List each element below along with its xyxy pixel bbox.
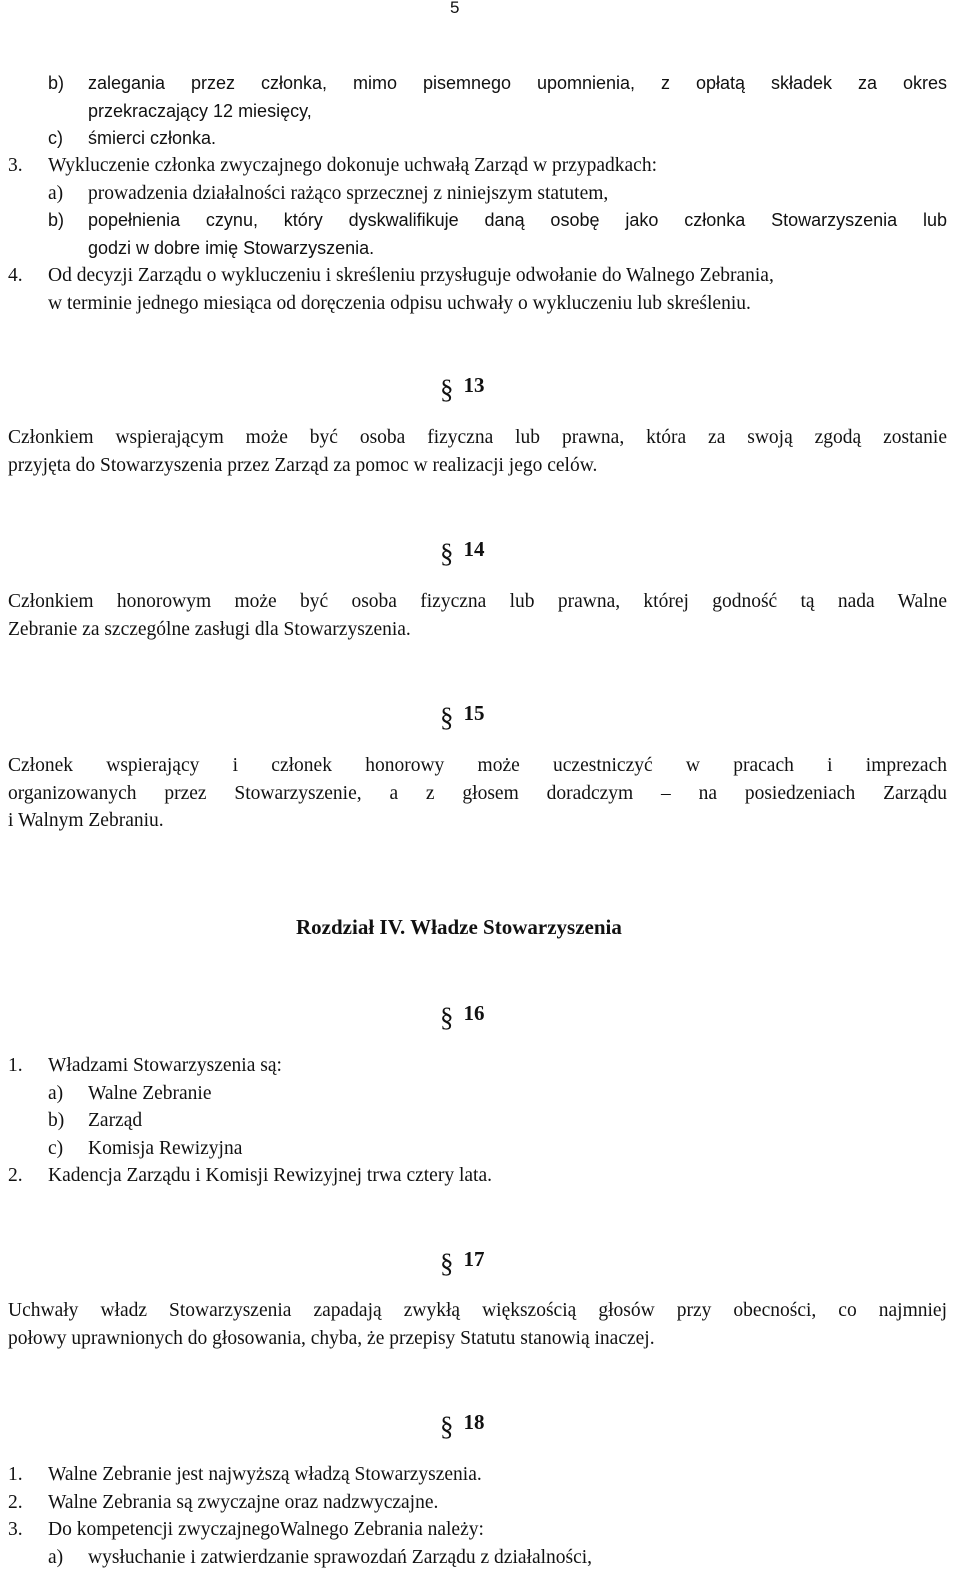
list-marker: 1. [8, 1464, 23, 1485]
list-item-text: Od decyzji Zarządu o wykluczeniu i skreśleniu przysługuje odwołanie do Walnego Zebrania, [48, 265, 774, 286]
section-heading-15 [440, 698, 485, 732]
list-item-text: przekraczający 12 miesięcy, [88, 100, 312, 121]
section-heading-18 [440, 1407, 485, 1441]
list-item-c [48, 125, 947, 153]
list-marker: 4. [8, 265, 23, 286]
list-item-text: godzi w dobre imię Stowarzyszenia. [88, 237, 375, 258]
paragraph-4 [8, 262, 947, 317]
list-item-text: Kadencja Zarządu i Komisji Rewizyjnej trwa cztery lata. [48, 1165, 492, 1186]
section-16-list [8, 1052, 947, 1190]
list-item-text: Komisja Rewizyjna [88, 1137, 243, 1159]
section-symbol: § [440, 1248, 454, 1278]
list-marker: a) [48, 182, 64, 204]
list-marker: 2. [8, 1165, 23, 1186]
section-heading-17 [440, 1244, 485, 1278]
list-item-text: śmierci członka. [88, 128, 217, 148]
section-symbol: § [440, 1002, 454, 1032]
section-17-text: Uchwały władz Stowarzyszenia zapadają zwykłą większością głosów przy obecności, co najmniej połowy uprawnionych do głosowania, chyba, że przepisy Statutu stanowią inaczej. [8, 1300, 947, 1349]
section-heading-13 [440, 370, 485, 404]
list-marker: 1. [8, 1055, 23, 1076]
list-marker: a) [48, 1546, 64, 1568]
section-number: 15 [463, 701, 485, 725]
section-symbol: § [440, 538, 454, 568]
list-marker: a) [48, 1082, 64, 1104]
section-symbol: § [440, 702, 454, 732]
page-number: 5 [450, 0, 460, 17]
list-item-text: Walne Zebranie jest najwyższą władzą Stowarzyszenia. [48, 1464, 482, 1485]
list-item-text: prowadzenia działalności rażąco sprzecznej z niniejszym statutem, [88, 182, 609, 204]
list-marker: c) [48, 128, 63, 148]
paragraph-3 [8, 152, 947, 262]
list-item-text: w terminie jednego miesiąca od doręczenia odpisu uchwały o wykluczeniu lub skreśleniu. [48, 292, 751, 314]
section-14-text: Członkiem honorowym może być osoba fizyczna lub prawna, której godność tą nada Walne Zebranie za szczególne zasługi dla Stowarzyszenia. [8, 591, 947, 640]
list-marker: c) [48, 1137, 64, 1159]
section-symbol: § [440, 1411, 454, 1441]
list-item-text: popełnienia czynu, który dyskwalifikuje daną osobę jako członka Stowarzyszenia lub [88, 210, 947, 230]
list-marker: b) [48, 73, 65, 93]
list-item-text: Władzami Stowarzyszenia są: [48, 1055, 282, 1076]
list-item-text: Wykluczenie członka zwyczajnego dokonuje uchwałą Zarząd w przypadkach: [48, 155, 657, 176]
list-item-text: Walne Zebranie [88, 1082, 212, 1104]
chapter-heading: Rozdział IV. Władze Stowarzyszenia [296, 915, 622, 939]
list-marker: 3. [8, 1519, 23, 1540]
section-symbol: § [440, 374, 454, 404]
list-item-b [48, 207, 947, 262]
section-18-list [8, 1461, 947, 1571]
list-item-b [48, 70, 947, 125]
section-number: 17 [463, 1247, 485, 1271]
section-number: 16 [463, 1001, 485, 1025]
section-number: 14 [463, 537, 485, 561]
list-marker: b) [48, 1110, 65, 1131]
list-marker: b) [48, 210, 65, 230]
section-number: 13 [463, 373, 485, 397]
list-item-text: Do kompetencji zwyczajnegoWalnego Zebrania należy: [48, 1519, 484, 1540]
membership-loss-list [8, 70, 947, 153]
list-item-text: Walne Zebrania są zwyczajne oraz nadzwyczajne. [48, 1491, 439, 1513]
list-item-text: Zarząd [88, 1110, 143, 1131]
section-13-text: Członkiem wspierającym może być osoba fizyczna lub prawna, która za swoją zgodą zostanie przyjęta do Stowarzyszenia przez Zarząd za pomoc w realizacji jego celów. [8, 427, 947, 476]
list-marker: 2. [8, 1491, 23, 1513]
section-number: 18 [463, 1410, 485, 1434]
list-marker: 3. [8, 155, 23, 176]
section-heading-14 [440, 534, 485, 568]
section-heading-16 [440, 998, 485, 1032]
list-item-text: wysłuchanie i zatwierdzanie sprawozdań Zarządu z działalności, [88, 1546, 593, 1568]
list-item-text: zalegania przez członka, mimo pisemnego upomnienia, z opłatą składek za okres [88, 73, 947, 93]
list-item-a [48, 180, 947, 208]
section-15-text: Członek wspierający i członek honorowy może uczestniczyć w pracach i imprezach organizowanych przez Stowarzyszenie, a z głosem doradczym – na posiedzeniach Zarządu i Walnym Zebraniu. [8, 755, 947, 831]
